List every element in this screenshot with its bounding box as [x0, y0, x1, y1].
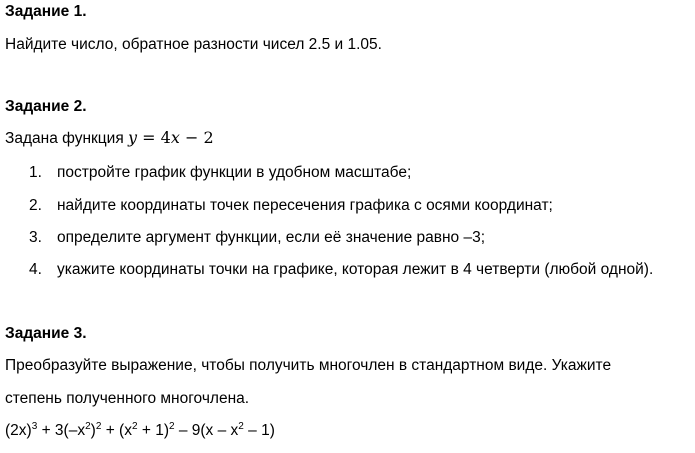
function-formula: y = 4x − 2	[128, 128, 214, 147]
task2-intro-line	[5, 128, 214, 148]
task3-text-line-2: степень полученного многочлена.	[5, 390, 250, 407]
task1-text: Найдите число, обратное разности чисел 2.5 и 1.05.	[5, 36, 382, 53]
task3-text-line-1: Преобразуйте выражение, чтобы получить многочлен в стандартном виде. Укажите	[5, 357, 612, 374]
polynomial-expression: $(2x)^3 + 3(-x^2)^2 + (x^2 + 1)^2 - 9(x - x^2 - 1)$	[5, 421, 275, 439]
item-number: 4.	[29, 261, 42, 278]
item-number: 2.	[29, 197, 42, 214]
task2-intro: Задана функция	[5, 130, 124, 147]
item-text: найдите координаты точек пересечения графика с осями координат;	[57, 197, 553, 214]
item-number: 3.	[29, 229, 42, 246]
task3-heading: Задание 3.	[5, 325, 87, 342]
task2-heading: Задание 2.	[5, 98, 87, 115]
item-text: постройте график функции в удобном масштабе;	[57, 164, 412, 181]
item-text: укажите координаты точки на графике, которая лежит в 4 четверти (любой одной).	[57, 261, 654, 278]
task1-heading: Задание 1.	[5, 3, 87, 20]
item-number: 1.	[29, 164, 42, 181]
item-text: определите аргумент функции, если её значение равно –3;	[57, 229, 486, 246]
